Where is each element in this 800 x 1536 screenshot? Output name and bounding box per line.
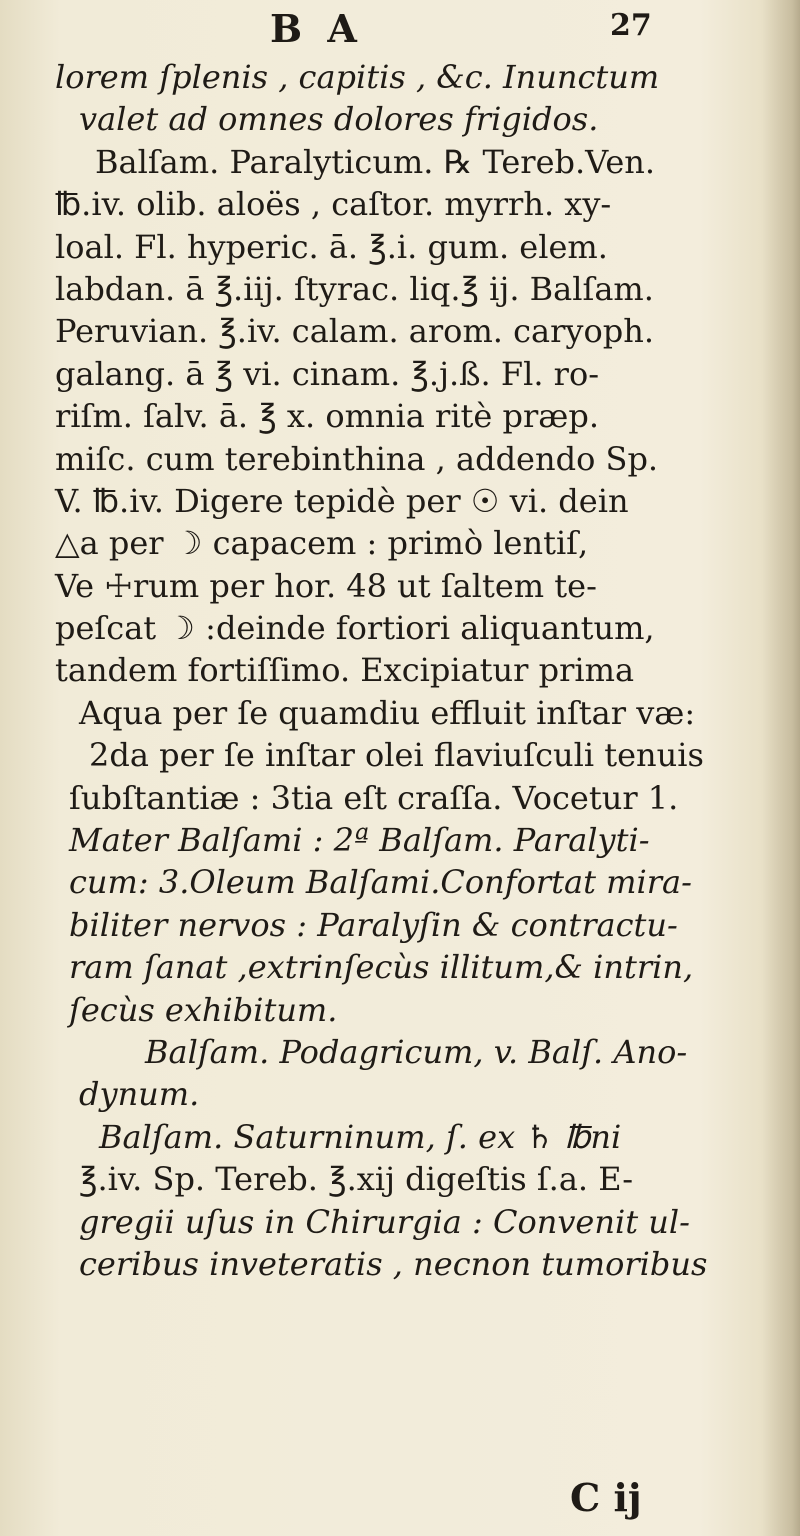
text-line: ℥.iv. Sp. Tereb. ℥.xij digeſtis ſ.a. E- [79, 1160, 634, 1199]
page-header [0, 2, 800, 50]
text-line: Aqua per ſe quamdiu effluit inſtar væ: [79, 693, 696, 732]
text-line: ſubſtantiæ : 3tia eſt craſſa. Vocetur 1. [69, 778, 679, 817]
text-line: biliter nervos : Paralyſin & contractu- [69, 905, 678, 944]
text-line: Mater Balſami : 2ª Balſam. Paralyti- [69, 821, 650, 860]
text-line: dynum. [79, 1075, 200, 1114]
text-line: Balſam. Saturninum, ſ. ex ♄ ℔ni [99, 1117, 622, 1156]
text-line: labdan. ā ℥.iij. ſtyrac. liq.℥ ij. Balſam. [55, 269, 654, 308]
text-line: peſcat ☽ :deinde fortiori aliquantum, [55, 609, 655, 648]
text-line: ceribus inveteratis , necnon tumoribus [79, 1244, 708, 1283]
signature-catchword: C ij [570, 1475, 642, 1520]
text-line: lorem ſplenis , capitis , &c. Inunctum [55, 58, 660, 96]
text-line: ram ſanat ,extrinſecùs illitum,& intrin, [69, 948, 694, 987]
text-line: Ve ☩rum per hor. 48 ut ſaltem te- [55, 566, 597, 605]
text-line: △a per ☽ capacem : primò lentiſ, [55, 524, 589, 563]
text-line: Balſam. Podagricum, v. Balſ. Ano- [145, 1032, 688, 1071]
body-text [55, 56, 775, 1285]
signature-mark: B A [270, 6, 363, 51]
text-line: galang. ā ℥ vi. cinam. ℥.j.ß. Fl. ro- [55, 354, 600, 393]
text-line: cum: 3.Oleum Balſami.Confortat mira- [69, 863, 692, 902]
text-line: ℔.iv. olib. aloës , caſtor. myrrh. xy- [55, 185, 612, 224]
text-line: ſecùs exhibitum. [69, 990, 338, 1029]
text-line: gregii uſus in Chirurgia : Convenit ul- [79, 1202, 690, 1241]
text-line: miſc. cum terebinthina , addendo Sp. [55, 439, 659, 478]
text-line: valet ad omnes dolores frigidos. [79, 100, 599, 139]
text-line: riſm. ſalv. ā. ℥ x. omnia ritè præp. [55, 397, 600, 436]
text-line: Balſam. Paralyticum. ℞ Tereb.Ven. [95, 142, 656, 181]
text-line: 2da per ſe inſtar olei flaviuſculi tenuis [89, 736, 704, 775]
page-number: 27 [610, 8, 652, 43]
text-line: loal. Fl. hyperic. ā. ℥.i. gum. elem. [55, 227, 608, 266]
text-line: tandem fortiſſimo. Excipiatur prima [55, 651, 635, 690]
text-line: V. ℔.iv. Digere tepidè per ☉ vi. dein [55, 481, 629, 520]
text-line: Peruvian. ℥.iv. calam. arom. caryoph. [55, 312, 655, 351]
